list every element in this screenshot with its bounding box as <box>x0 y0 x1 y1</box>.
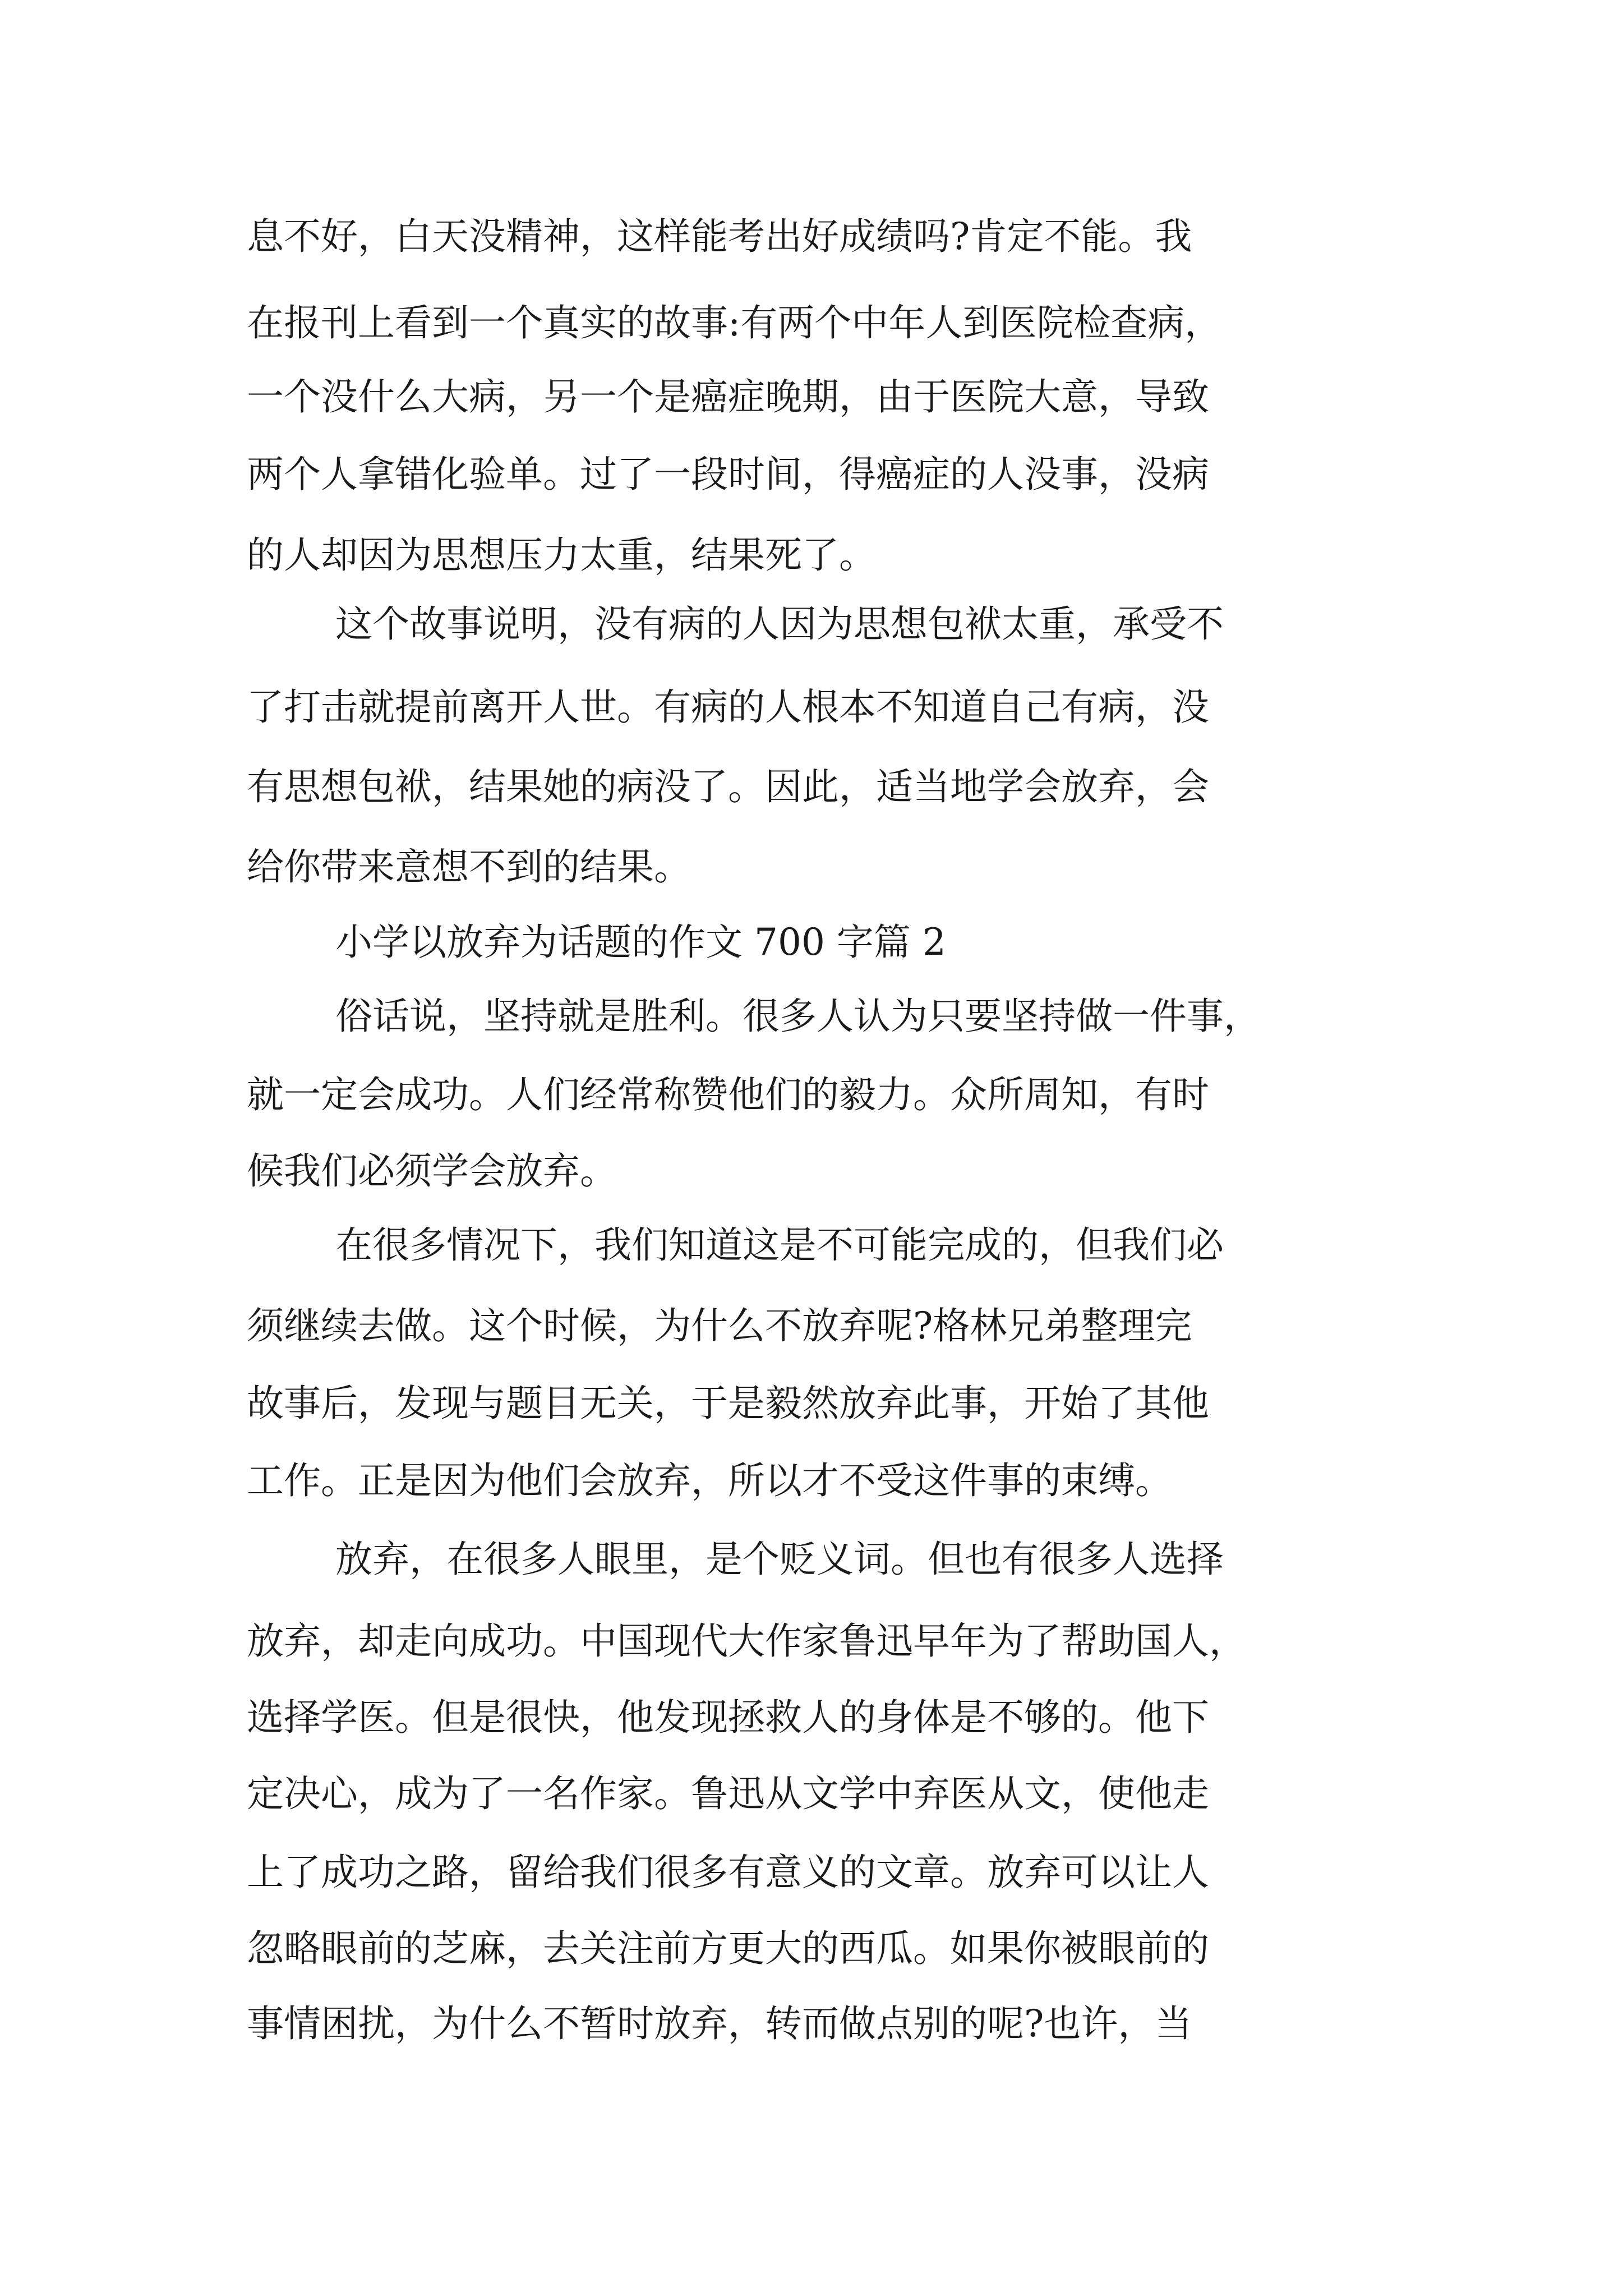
paragraph-line: 放弃，在很多人眼里，是个贬义词。但也有很多人选择 <box>335 1538 1224 1581</box>
paragraph-line: 忽略眼前的芝麻，去关注前方更大的西瓜。如果你被眼前的 <box>247 1927 1209 1970</box>
paragraph-line: 这个故事说明，没有病的人因为思想包袱太重，承受不 <box>335 602 1224 646</box>
paragraph-line: 一个没什么大病，另一个是癌症晚期，由于医院大意，导致 <box>247 375 1209 418</box>
paragraph-line: 了打击就提前离开人世。有病的人根本不知道自己有病，没 <box>247 685 1209 729</box>
paragraph-line: 就一定会成功。人们经常称赞他们的毅力。众所周知，有时 <box>247 1073 1209 1116</box>
paragraph-line: 上了成功之路，留给我们很多有意义的文章。放弃可以让人 <box>247 1851 1209 1894</box>
paragraph-line: 选择学医。但是很快，他发现拯救人的身体是不够的。他下 <box>247 1696 1209 1739</box>
paragraph-line: 故事后，发现与题目无关，于是毅然放弃此事，开始了其他 <box>247 1382 1209 1425</box>
paragraph-line: 工作。正是因为他们会放弃，所以才不受这件事的束缚。 <box>247 1459 1172 1502</box>
paragraph-line: 俗话说，坚持就是胜利。很多人认为只要坚持做一件事， <box>335 995 1261 1038</box>
paragraph-line: 两个人拿错化验单。过了一段时间，得癌症的人没事，没病 <box>247 453 1209 496</box>
paragraph-line: 放弃，却走向成功。中国现代大作家鲁迅早年为了帮助国人， <box>247 1619 1246 1663</box>
paragraph-line: 给你带来意想不到的结果。 <box>247 845 691 889</box>
paragraph-line: 事情困扰，为什么不暂时放弃，转而做点别的呢?也许，当 <box>247 2002 1192 2045</box>
paragraph-line: 须继续去做。这个时候，为什么不放弃呢?格林兄弟整理完 <box>247 1304 1192 1347</box>
paragraph-line: 在很多情况下，我们知道这是不可能完成的，但我们必 <box>335 1223 1224 1267</box>
section-heading: 小学以放弃为话题的作文 700 字篇 2 <box>335 921 946 964</box>
paragraph-line: 定决心，成为了一名作家。鲁迅从文学中弃医从文，使他走 <box>247 1772 1209 1815</box>
paragraph-line: 有思想包袱，结果她的病没了。因此，适当地学会放弃，会 <box>247 765 1209 808</box>
paragraph-line: 在报刊上看到一个真实的故事:有两个中年人到医院检查病， <box>247 301 1222 344</box>
paragraph-line: 息不好，白天没精神，这样能考出好成绩吗?肯定不能。我 <box>247 215 1192 258</box>
paragraph-line: 候我们必须学会放弃。 <box>247 1149 617 1193</box>
paragraph-line: 的人却因为思想压力太重，结果死了。 <box>247 533 876 577</box>
